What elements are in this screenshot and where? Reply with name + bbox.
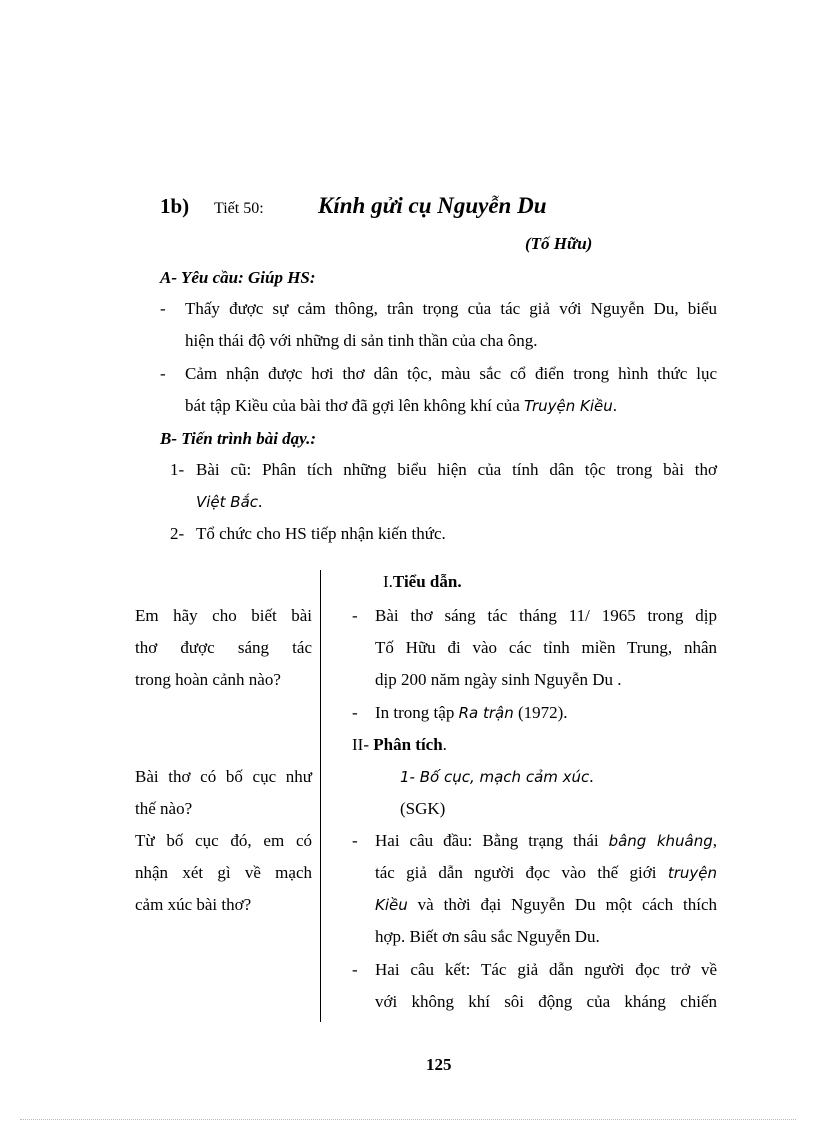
- question-1-line-1: Em hãy cho biết bài: [135, 606, 312, 625]
- question-2-line-1: Bài thơ có bố cục như: [135, 767, 312, 786]
- truyen-italic: truyện: [667, 864, 717, 882]
- period: .: [442, 735, 447, 754]
- bullet-dash: -: [352, 831, 358, 850]
- part-1-number: I.: [383, 572, 393, 591]
- bang-khuang-italic: bâng khuâng: [608, 832, 713, 850]
- bullet-dash: -: [352, 606, 358, 625]
- truyen-kieu-italic: Truyện Kiều: [524, 397, 613, 415]
- section-b-heading: B- Tiến trình bài dạy.:: [160, 429, 316, 448]
- analysis-1-text: và thời đại Nguyễn Du một cách thích: [407, 895, 717, 914]
- period: .: [612, 396, 618, 415]
- item-1-line-2: [196, 492, 262, 512]
- part-1-title: Tiểu dẫn.: [392, 572, 462, 591]
- question-3-line-2: nhận xét gì về mạch: [135, 863, 312, 882]
- kieu-italic: Kiều: [375, 896, 408, 914]
- question-1-line-3: trong hoàn cảnh nào?: [135, 670, 281, 689]
- analysis-2-line-1: Hai câu kết: Tác giả dẫn người đọc trở về: [375, 960, 717, 979]
- subheading-text: 1- Bố cục, mạch cảm xúc: [400, 768, 590, 786]
- bullet-2-text: bát tập Kiều của bài thơ đã gợi lên không khí của: [185, 396, 524, 415]
- analysis-1-line-3: [375, 895, 717, 915]
- section-number: 1b): [160, 194, 190, 218]
- section-a-heading: A- Yêu cầu: Giúp HS:: [160, 268, 316, 287]
- analysis-1-text: tác giả dẫn người đọc vào thế giới: [375, 863, 668, 882]
- lesson-label: Tiết 50:: [214, 200, 264, 217]
- part-1-heading: [383, 572, 462, 592]
- item-number: 1-: [170, 460, 185, 479]
- bullet-1-line-1: Thấy được sự cảm thông, trân trọng của tác giả với Nguyễn Du, biểu: [185, 299, 717, 318]
- column-divider: [320, 570, 321, 1022]
- page-bottom-rule: [20, 1119, 796, 1120]
- item-2-line-1: Tổ chức cho HS tiếp nhận kiến thức.: [196, 524, 446, 543]
- question-1-line-2: thơ được sáng tác: [135, 638, 312, 657]
- bullet-dash: -: [352, 703, 358, 722]
- bullet-dash: -: [160, 364, 166, 383]
- page-title: Kính gửi cụ Nguyễn Du: [318, 193, 547, 218]
- bullet-dash: -: [160, 299, 166, 318]
- context-line-3: dịp 200 năm ngày sinh Nguyễn Du .: [375, 670, 622, 689]
- viet-bac-italic: Việt Bắc: [196, 493, 259, 511]
- context-line-1: Bài thơ sáng tác tháng 11/ 1965 trong dịp: [375, 606, 717, 625]
- bullet-1-line-2: hiện thái độ với những di sản tinh thần của cha ông.: [185, 331, 538, 350]
- sgk-reference: (SGK): [400, 799, 446, 818]
- question-3-line-1: Từ bố cục đó, em có: [135, 831, 312, 850]
- item-1-line-1: Bài cũ: Phân tích những biểu hiện của tính dân tộc trong bài thơ: [196, 460, 717, 479]
- ra-tran-italic: Ra trận: [458, 704, 514, 722]
- analysis-2-line-2: với không khí sôi động của kháng chiến: [375, 992, 717, 1011]
- analysis-1-line-1: [375, 831, 717, 851]
- analysis-1-text: Hai câu đầu: Bằng trạng thái: [375, 831, 609, 850]
- part-2-heading: [352, 735, 447, 755]
- question-2-line-2: thế nào?: [135, 799, 193, 818]
- collection-line: [375, 703, 568, 723]
- question-3-line-3: cảm xúc bài thơ?: [135, 895, 252, 914]
- collection-prefix: In trong tập: [375, 703, 459, 722]
- subheading-structure: [400, 767, 594, 787]
- comma: ,: [712, 831, 717, 850]
- context-line-2: Tố Hữu đi vào các tỉnh miền Trung, nhân: [375, 638, 717, 657]
- analysis-1-line-2: [375, 863, 717, 883]
- collection-year: (1972).: [513, 703, 568, 722]
- bullet-2-line-1: Cảm nhận được hơi thơ dân tộc, màu sắc cổ điển trong hình thức lục: [185, 364, 717, 383]
- author-name: (Tố Hữu): [525, 234, 593, 253]
- period: .: [589, 767, 594, 786]
- bullet-2-line-2: [185, 396, 617, 416]
- item-number: 2-: [170, 524, 185, 543]
- part-2-number: II-: [352, 735, 369, 754]
- analysis-1-line-4: hợp. Biết ơn sâu sắc Nguyễn Du.: [375, 927, 600, 946]
- bullet-dash: -: [352, 960, 358, 979]
- part-2-title: Phân tích: [373, 735, 443, 754]
- period: .: [258, 492, 263, 511]
- page-number: 125: [426, 1055, 452, 1074]
